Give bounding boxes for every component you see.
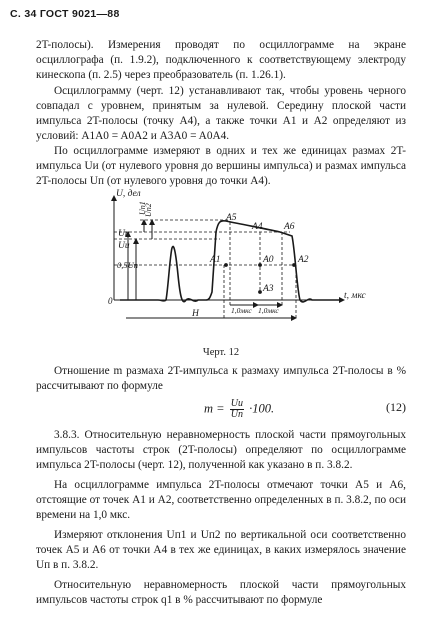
un2-label: Uп2 bbox=[144, 203, 153, 217]
a6-label: A6 bbox=[284, 222, 295, 232]
dim1-label: 1,0мкс bbox=[231, 306, 252, 315]
formula-12 bbox=[36, 397, 406, 419]
paragraph-7: Измеряют отклонения Uп1 и Uп2 по вертикальной оси соответственно точек A5 и A6 от точки A4 в тех же единицах, в каких измерялось значение Uп в п. 3.8.2. bbox=[36, 529, 406, 571]
origin-label: 0 bbox=[108, 296, 113, 306]
figure-caption: Черт. 12 bbox=[202, 347, 240, 358]
formula-fraction bbox=[230, 399, 244, 420]
dim2-label: 1,0мкс bbox=[258, 306, 279, 315]
un1-label: Uп1 bbox=[138, 201, 147, 215]
ui-label: Uи bbox=[118, 241, 130, 251]
formula-rhs: ·100. bbox=[249, 401, 275, 416]
a4-label: A4 bbox=[252, 222, 263, 232]
formula-number: (12) bbox=[386, 400, 406, 414]
a2-label: A2 bbox=[298, 255, 309, 265]
formula-lhs: m = bbox=[204, 401, 225, 416]
paragraph-8: Относительную неравномерность плоской части прямоугольных импульсов частоты строк q1 в % рассчитывают по формуле bbox=[36, 579, 406, 606]
formula-numerator: Uи bbox=[230, 398, 243, 409]
paragraph-3: По осциллограмме измеряют в одних и тех же единицах размах 2T-импульса Uи (от нулевого уровня до вершины импульса) и размах импульса 2T-полосы Uп (от нулевого уровня до точки A4). bbox=[36, 145, 406, 187]
a0-label: A0 bbox=[263, 255, 274, 265]
paragraph-1: 2T-полосы). Измерения проводят по осциллограмме на экране осциллографа (п. 1.9.2), подключенного к соответствующему электроду кинескопа (п. 2.5) через преобразователь (п. 1.26.1). bbox=[36, 39, 406, 81]
paragraph-5: 3.8.3. Относительную неравномерность плоской части прямоугольных импульсов частоты строк (2T-полосы) определяют по осциллограмме импульса 2T-полосы (черт. 12), полученной как указано в п. 3.8.2. bbox=[36, 429, 406, 471]
formula-expression bbox=[204, 399, 274, 420]
a5-label: A5 bbox=[226, 213, 237, 223]
h-label: H bbox=[192, 309, 199, 319]
un-label: Uп bbox=[118, 229, 130, 239]
x-axis-label: t, мкс bbox=[344, 291, 366, 301]
page-header: С. 34 ГОСТ 9021—88 bbox=[10, 8, 120, 20]
a1-label: A1 bbox=[210, 255, 221, 265]
paragraph-2: Осциллограмму (черт. 12) устанавливают так, чтобы уровень черного совпадал с уровнем, принятым за нулевой. Середину плоской части импульса 2T-полосы (точку A4), а также точки A1 и A2 определяют из условий: A1A0 = A0A2 и A3A0 = A0A4. bbox=[36, 85, 406, 142]
a3-label: A3 bbox=[263, 284, 274, 294]
formula-denominator: Uп bbox=[230, 409, 243, 420]
paragraph-6: На осциллограмме импульса 2T-полосы отмечают точки A5 и A6, отстоящие от точек A1 и A2, соответственно определенных в п. 3.8.2, по оси времени на 1,0 мкс. bbox=[36, 479, 406, 521]
y-axis-label: U, дел bbox=[116, 189, 141, 199]
paragraph-4: Отношение m размаха 2T-импульса к размаху импульса 2T-полосы в % рассчитывают по формуле bbox=[36, 365, 406, 392]
half-label: 0,5Uп bbox=[117, 260, 139, 270]
